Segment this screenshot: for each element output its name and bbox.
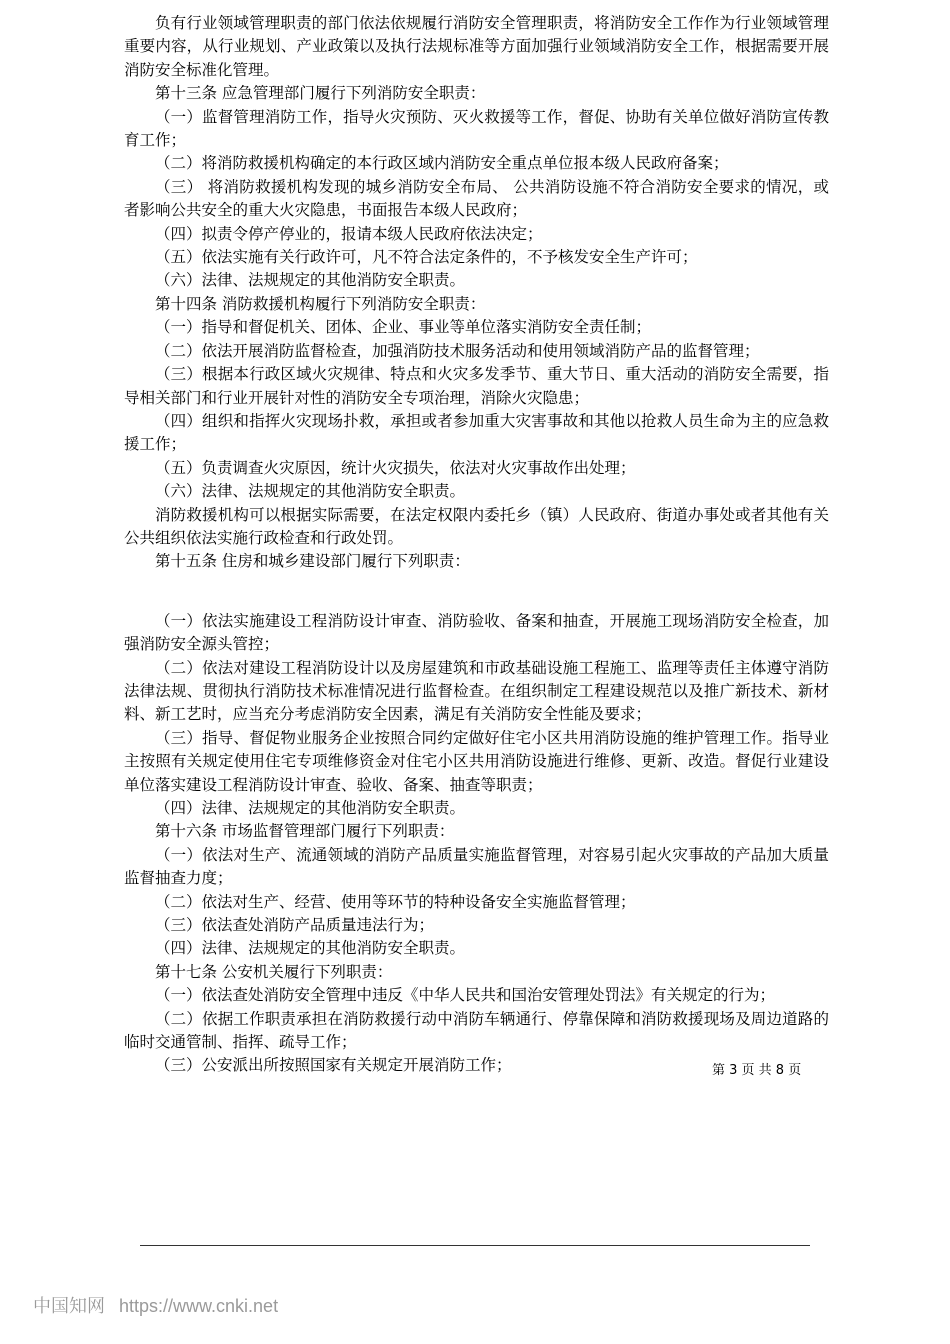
paragraph: （四）法律、法规规定的其他消防安全职责。 [155,799,466,817]
paragraph: （三）依法查处消防产品质量违法行为； [155,916,435,935]
paragraph: （二）依法对建设工程消防设计以及房屋建筑和市政基础设施工程施工、监理等责任主体遵守消防法律法规、贯彻执行消防技术标准情况进行监督检查。在组织制定工程建设规范以及推广新技术、新材料、新工艺时，应当充分考虑消防安全因素，满足有关消防安全性能及要求； [124,658,829,724]
blank-line [124,574,829,610]
paragraph: （六）法律、法规规定的其他消防安全职责。 [155,271,466,290]
paragraph: （一）监督管理消防工作，指导火灾预防、灭火救援等工作，督促、协助有关单位做好消防宣传教育工作； [124,107,829,150]
paragraph: （六）法律、法规规定的其他消防安全职责。 [155,482,466,501]
site-footer [33,1294,278,1318]
article-13-heading: 第十三条 应急管理部门履行下列消防安全职责： [155,84,486,103]
paragraph: （四）法律、法规规定的其他消防安全职责。 [155,939,466,958]
paragraph: （二）依据工作职责承担在消防救援行动中消防车辆通行、停靠保障和消防救援现场及周边道路的临时交通管制、指挥、疏导工作； [124,1009,829,1052]
paragraph: （三）根据本行政区域火灾规律、特点和火灾多发季节、重大节日、重大活动的消防安全需要，指导相关部门和行业开展针对性的消防安全专项治理，消除火灾隐患； [124,365,829,407]
paragraph: （三）公安派出所按照国家有关规定开展消防工作； [155,1056,512,1075]
paragraph: （一）依法实施建设工程消防设计审查、消防验收、备案和抽查，开展施工现场消防安全检查，加强消防安全源头管控； [124,611,829,654]
paragraph: （一）依法查处消防安全管理中违反《中华人民共和国治安管理处罚法》有关规定的行为； [155,986,776,1005]
site-url-link[interactable]: https://www.cnki.net [119,1296,279,1316]
article-14-heading: 第十四条 消防救援机构履行下列消防安全职责： [155,294,486,313]
paragraph: （二）依法对生产、经营、使用等环节的特种设备安全实施监督管理； [155,892,636,911]
article-16-heading: 第十六条 市场监督管理部门履行下列职责： [155,822,455,841]
paragraph: （三） 将消防救援机构发现的城乡消防安全布局、 公共消防设施不符合消防安全要求的情况，或者影响公共安全的重大火灾隐患，书面报告本级人民政府； [124,177,829,220]
paragraph: 消防救援机构可以根据实际需要，在法定权限内委托乡（镇）人民政府、街道办事处或者其他有关公共组织依法实施行政检查和行政处罚。 [124,505,829,547]
paragraph: （四）拟责令停产停业的，报请本级人民政府依法决定； [155,224,543,243]
article-15-heading: 第十五条 住房和城乡建设部门履行下列职责： [155,552,470,571]
paragraph: （四）组织和指挥火灾现场扑救，承担或者参加重大灾害事故和其他以抢救人员生命为主的应急救援工作； [124,411,829,454]
paragraph: （五）依法实施有关行政许可，凡不符合法定条件的，不予核发安全生产许可； [155,248,698,267]
page-number: 第 3 页 共 8 页 [712,1063,802,1078]
paragraph: （二）依法开展消防监督检查，加强消防技术服务活动和使用领域消防产品的监督管理； [155,341,760,360]
paragraph: 负有行业领域管理职责的部门依法依规履行消防安全管理职责，将消防安全工作作为行业领域管理重要内容，从行业规划、产业政策以及执行法规标准等方面加强行业领域消防安全工作，根据需要开展消防安全标准化管理。 [124,14,829,79]
article-17-heading: 第十七条 公安机关履行下列职责： [155,962,393,981]
footer-divider [140,1245,810,1246]
document-body [124,12,829,1078]
paragraph: （一）指导和督促机关、团体、企业、事业等单位落实消防安全责任制； [155,318,652,337]
paragraph: （二）将消防救援机构确定的本行政区域内消防安全重点单位报本级人民政府备案； [155,154,729,173]
paragraph: （一）依法对生产、流通领域的消防产品质量实施监督管理，对容易引起火灾事故的产品加大质量监督抽查力度； [124,845,829,888]
paragraph: （三）指导、督促物业服务企业按照合同约定做好住宅小区共用消防设施的维护管理工作。指导业主按照有关规定使用住宅专项维修资金对住宅小区共用消防设施进行维修、更新、改造。督促行业建设单位落实建设工程消防设计审查、验收、备案、抽查等职责； [124,728,829,794]
site-brand: 中国知网 [33,1296,105,1316]
paragraph: （五）负责调查火灾原因，统计火灾损失，依法对火灾事故作出处理； [155,458,636,477]
